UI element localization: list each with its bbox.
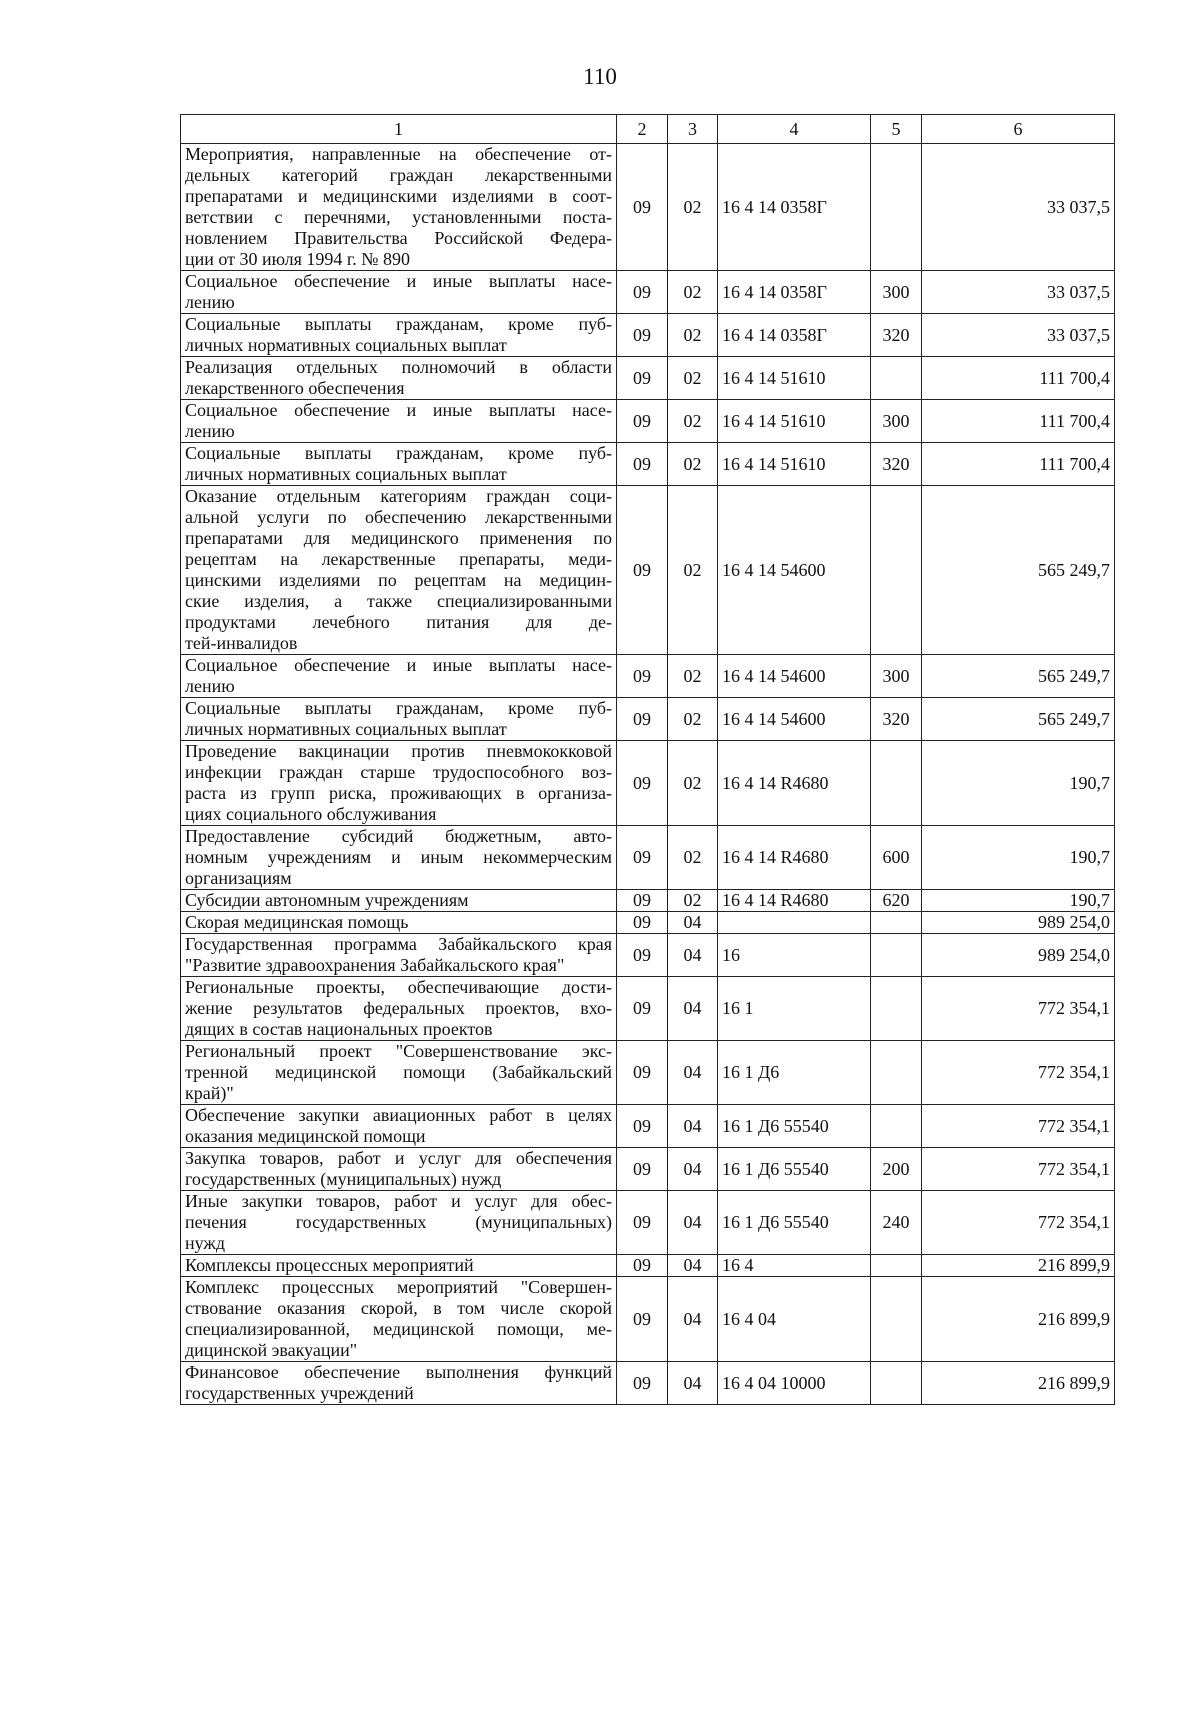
- target-article-cell: 16 4 14 0358Г: [718, 271, 871, 314]
- row-name-line: личных нормативных социальных выплат: [185, 335, 507, 355]
- amount-cell: 33 037,5: [922, 144, 1115, 271]
- expense-type-cell: 300: [871, 655, 922, 698]
- row-name-line: лению: [185, 292, 235, 312]
- table-row: [181, 443, 1115, 486]
- row-name-line: дящих в состав национальных проектов: [185, 1019, 493, 1039]
- row-name-cell: [181, 826, 617, 890]
- target-article-cell: 16 1: [718, 977, 871, 1041]
- header-row: [181, 115, 1115, 144]
- section-code-cell: 09: [617, 698, 668, 741]
- table-row: [181, 144, 1115, 271]
- row-name-line: Мероприятия, направленные на обеспечение от-: [185, 144, 612, 164]
- row-name-line: печения государственных (муниципальных): [185, 1212, 612, 1232]
- expense-type-cell: [871, 934, 922, 977]
- row-name-line: новлением Правительства Российской Федера-: [185, 228, 612, 248]
- section-code-cell: 09: [617, 400, 668, 443]
- amount-cell: 772 354,1: [922, 1191, 1115, 1255]
- amount-cell: 989 254,0: [922, 934, 1115, 977]
- row-name-cell: [181, 357, 617, 400]
- expense-type-cell: [871, 486, 922, 655]
- amount-cell: 190,7: [922, 890, 1115, 912]
- row-name-line: Скорая медицинская помощь: [185, 912, 409, 932]
- row-name-line: Предоставление субсидий бюджетным, авто-: [185, 826, 612, 846]
- amount-cell: 111 700,4: [922, 400, 1115, 443]
- row-name-line: организациям: [185, 868, 292, 888]
- row-name-cell: [181, 1191, 617, 1255]
- subsection-code-cell: 02: [668, 698, 718, 741]
- row-name-line: циях социального обслуживания: [185, 804, 437, 824]
- table-row: [181, 741, 1115, 826]
- row-name-line: продуктами лечебного питания для де-: [185, 612, 612, 632]
- table-row: [181, 357, 1115, 400]
- section-code-cell: 09: [617, 1148, 668, 1191]
- row-name-line: Иные закупки товаров, работ и услуг для обес-: [185, 1191, 612, 1211]
- amount-cell: 216 899,9: [922, 1255, 1115, 1277]
- page-number: 110: [583, 64, 617, 89]
- section-code-cell: 09: [617, 1105, 668, 1148]
- row-name-cell: [181, 1362, 617, 1405]
- subsection-code-cell: 02: [668, 486, 718, 655]
- table-row: [181, 271, 1115, 314]
- row-name-line: оказания медицинской помощи: [185, 1126, 426, 1146]
- target-article-cell: 16 4: [718, 1255, 871, 1277]
- amount-cell: 565 249,7: [922, 486, 1115, 655]
- row-name-line: инфекции граждан старше трудоспособного воз-: [185, 762, 612, 782]
- row-name-line: Реализация отдельных полномочий в области: [185, 357, 612, 377]
- row-name-line: ветствии с перечнями, установленными поста-: [185, 207, 612, 227]
- expense-type-cell: [871, 741, 922, 826]
- row-name-line: государственных (муниципальных) нужд: [185, 1169, 502, 1189]
- row-name-line: дицинской эвакуации": [185, 1340, 358, 1360]
- subsection-code-cell: 04: [668, 977, 718, 1041]
- row-name-cell: [181, 698, 617, 741]
- amount-cell: 190,7: [922, 741, 1115, 826]
- expense-type-cell: [871, 357, 922, 400]
- budget-table: [180, 114, 1115, 1405]
- row-name-line: тренной медицинской помощи (Забайкальский: [185, 1062, 612, 1082]
- table-row: [181, 1191, 1115, 1255]
- expense-type-cell: [871, 977, 922, 1041]
- header-cell: 3: [668, 115, 718, 144]
- row-name-line: личных нормативных социальных выплат: [185, 464, 507, 484]
- row-name-cell: [181, 400, 617, 443]
- subsection-code-cell: 02: [668, 890, 718, 912]
- subsection-code-cell: 04: [668, 1105, 718, 1148]
- target-article-cell: 16 4 14 R4680: [718, 826, 871, 890]
- header-cell: 5: [871, 115, 922, 144]
- target-article-cell: 16 1 Д6 55540: [718, 1191, 871, 1255]
- row-name-line: лению: [185, 676, 235, 696]
- row-name-line: ции от 30 июля 1994 г. № 890: [185, 249, 410, 269]
- subsection-code-cell: 04: [668, 1041, 718, 1105]
- table-row: [181, 314, 1115, 357]
- section-code-cell: 09: [617, 1277, 668, 1362]
- expense-type-cell: [871, 912, 922, 934]
- row-name-cell: [181, 443, 617, 486]
- section-code-cell: 09: [617, 1041, 668, 1105]
- subsection-code-cell: 04: [668, 1148, 718, 1191]
- header-cell: 6: [922, 115, 1115, 144]
- row-name-line: нужд: [185, 1233, 225, 1253]
- expense-type-cell: [871, 1041, 922, 1105]
- section-code-cell: 09: [617, 1255, 668, 1277]
- row-name-line: Субсидии автономным учреждениям: [185, 890, 469, 910]
- amount-cell: 565 249,7: [922, 655, 1115, 698]
- section-code-cell: 09: [617, 271, 668, 314]
- amount-cell: 111 700,4: [922, 443, 1115, 486]
- header-cell: 1: [181, 115, 617, 144]
- section-code-cell: 09: [617, 1362, 668, 1405]
- row-name-line: цинскими изделиями по рецептам на медицин-: [185, 570, 612, 590]
- expense-type-cell: [871, 1277, 922, 1362]
- expense-type-cell: [871, 1362, 922, 1405]
- section-code-cell: 09: [617, 977, 668, 1041]
- subsection-code-cell: 04: [668, 1362, 718, 1405]
- amount-cell: 772 354,1: [922, 977, 1115, 1041]
- row-name-line: личных нормативных социальных выплат: [185, 719, 507, 739]
- row-name-line: Комплексы процессных мероприятий: [185, 1255, 474, 1275]
- table-row: [181, 912, 1115, 934]
- row-name-cell: [181, 144, 617, 271]
- row-name-cell: [181, 1105, 617, 1148]
- table-row: [181, 486, 1115, 655]
- row-name-line: государственных учреждений: [185, 1383, 414, 1403]
- amount-cell: 772 354,1: [922, 1041, 1115, 1105]
- target-article-cell: 16 4 04: [718, 1277, 871, 1362]
- table-row: [181, 977, 1115, 1041]
- section-code-cell: 09: [617, 890, 668, 912]
- row-name-line: Проведение вакцинации против пневмококковой: [185, 741, 612, 761]
- amount-cell: 33 037,5: [922, 271, 1115, 314]
- table-row: [181, 400, 1115, 443]
- row-name-line: препаратами для медицинского применения по: [185, 528, 612, 548]
- row-name-line: Региональные проекты, обеспечивающие дости-: [185, 977, 612, 997]
- target-article-cell: 16 4 14 0358Г: [718, 144, 871, 271]
- row-name-cell: [181, 912, 617, 934]
- subsection-code-cell: 02: [668, 314, 718, 357]
- row-name-line: специализированной, медицинской помощи, ме-: [185, 1319, 612, 1339]
- expense-type-cell: 240: [871, 1191, 922, 1255]
- row-name-line: Социальные выплаты гражданам, кроме пуб-: [185, 698, 612, 718]
- subsection-code-cell: 02: [668, 655, 718, 698]
- subsection-code-cell: 04: [668, 912, 718, 934]
- target-article-cell: 16 4 14 R4680: [718, 890, 871, 912]
- row-name-line: Социальное обеспечение и иные выплаты насе-: [185, 271, 612, 291]
- row-name-cell: [181, 314, 617, 357]
- row-name-line: Закупка товаров, работ и услуг для обеспечения: [185, 1148, 612, 1168]
- expense-type-cell: [871, 144, 922, 271]
- row-name-cell: [181, 271, 617, 314]
- row-name-line: Социальные выплаты гражданам, кроме пуб-: [185, 443, 612, 463]
- amount-cell: 33 037,5: [922, 314, 1115, 357]
- table-row: [181, 890, 1115, 912]
- section-code-cell: 09: [617, 357, 668, 400]
- table-row: [181, 1362, 1115, 1405]
- amount-cell: 216 899,9: [922, 1277, 1115, 1362]
- target-article-cell: [718, 912, 871, 934]
- target-article-cell: 16 4 14 R4680: [718, 741, 871, 826]
- row-name-line: Социальное обеспечение и иные выплаты насе-: [185, 400, 612, 420]
- row-name-line: Социальное обеспечение и иные выплаты насе-: [185, 655, 612, 675]
- subsection-code-cell: 02: [668, 826, 718, 890]
- expense-type-cell: 320: [871, 443, 922, 486]
- amount-cell: 565 249,7: [922, 698, 1115, 741]
- target-article-cell: 16 4 14 54600: [718, 698, 871, 741]
- amount-cell: 111 700,4: [922, 357, 1115, 400]
- row-name-cell: [181, 934, 617, 977]
- expense-type-cell: 320: [871, 314, 922, 357]
- amount-cell: 190,7: [922, 826, 1115, 890]
- row-name-line: Комплекс процессных мероприятий "Совершен-: [185, 1277, 612, 1297]
- table-row: [181, 1041, 1115, 1105]
- expense-type-cell: [871, 1255, 922, 1277]
- section-code-cell: 09: [617, 912, 668, 934]
- subsection-code-cell: 02: [668, 741, 718, 826]
- row-name-cell: [181, 977, 617, 1041]
- section-code-cell: 09: [617, 1191, 668, 1255]
- row-name-line: Оказание отдельным категориям граждан соци-: [185, 486, 612, 506]
- table-row: [181, 655, 1115, 698]
- section-code-cell: 09: [617, 934, 668, 977]
- row-name-cell: [181, 1255, 617, 1277]
- table-row: [181, 826, 1115, 890]
- section-code-cell: 09: [617, 144, 668, 271]
- subsection-code-cell: 02: [668, 271, 718, 314]
- expense-type-cell: 600: [871, 826, 922, 890]
- amount-cell: 772 354,1: [922, 1105, 1115, 1148]
- row-name-cell: [181, 486, 617, 655]
- row-name-cell: [181, 1277, 617, 1362]
- row-name-line: раста из групп риска, проживающих в организа-: [185, 783, 612, 803]
- target-article-cell: 16 4 14 51610: [718, 400, 871, 443]
- target-article-cell: 16 1 Д6: [718, 1041, 871, 1105]
- target-article-cell: 16 4 14 54600: [718, 486, 871, 655]
- target-article-cell: 16 1 Д6 55540: [718, 1105, 871, 1148]
- row-name-line: ские изделия, а также специализированными: [185, 591, 612, 611]
- row-name-line: Социальные выплаты гражданам, кроме пуб-: [185, 314, 612, 334]
- row-name-line: лению: [185, 421, 235, 441]
- row-name-cell: [181, 890, 617, 912]
- row-name-line: альной услуги по обеспечению лекарственными: [185, 507, 612, 527]
- row-name-cell: [181, 741, 617, 826]
- row-name-line: препаратами и медицинскими изделиями в соот-: [185, 186, 612, 206]
- amount-cell: 772 354,1: [922, 1148, 1115, 1191]
- table-row: [181, 1277, 1115, 1362]
- row-name-cell: [181, 655, 617, 698]
- subsection-code-cell: 02: [668, 357, 718, 400]
- target-article-cell: 16 1 Д6 55540: [718, 1148, 871, 1191]
- expense-type-cell: 620: [871, 890, 922, 912]
- section-code-cell: 09: [617, 314, 668, 357]
- subsection-code-cell: 04: [668, 1277, 718, 1362]
- expense-type-cell: 300: [871, 271, 922, 314]
- subsection-code-cell: 02: [668, 443, 718, 486]
- row-name-line: рецептам на лекарственные препараты, меди-: [185, 549, 612, 569]
- table-row: [181, 1148, 1115, 1191]
- row-name-line: ствование оказания скорой, в том числе скорой: [185, 1298, 612, 1318]
- row-name-line: жение результатов федеральных проектов, вхо-: [185, 998, 612, 1018]
- header-cell: 2: [617, 115, 668, 144]
- section-code-cell: 09: [617, 655, 668, 698]
- row-name-line: Государственная программа Забайкальского края: [185, 934, 612, 954]
- row-name-line: Финансовое обеспечение выполнения функций: [185, 1362, 612, 1382]
- row-name-line: номным учреждениям и иным некоммерческим: [185, 847, 612, 867]
- section-code-cell: 09: [617, 486, 668, 655]
- expense-type-cell: 200: [871, 1148, 922, 1191]
- section-code-cell: 09: [617, 826, 668, 890]
- expense-type-cell: 300: [871, 400, 922, 443]
- target-article-cell: 16: [718, 934, 871, 977]
- subsection-code-cell: 04: [668, 1191, 718, 1255]
- section-code-cell: 09: [617, 741, 668, 826]
- table-row: [181, 934, 1115, 977]
- expense-type-cell: [871, 1105, 922, 1148]
- table-row: [181, 698, 1115, 741]
- header-cell: 4: [718, 115, 871, 144]
- row-name-line: "Развитие здравоохранения Забайкальского края": [185, 955, 565, 975]
- subsection-code-cell: 02: [668, 400, 718, 443]
- subsection-code-cell: 04: [668, 1255, 718, 1277]
- row-name-line: край)": [185, 1083, 234, 1103]
- table-row: [181, 1255, 1115, 1277]
- table-row: [181, 1105, 1115, 1148]
- target-article-cell: 16 4 04 10000: [718, 1362, 871, 1405]
- row-name-line: лекарственного обеспечения: [185, 378, 405, 398]
- amount-cell: 989 254,0: [922, 912, 1115, 934]
- target-article-cell: 16 4 14 51610: [718, 357, 871, 400]
- subsection-code-cell: 02: [668, 144, 718, 271]
- target-article-cell: 16 4 14 51610: [718, 443, 871, 486]
- row-name-cell: [181, 1148, 617, 1191]
- target-article-cell: 16 4 14 0358Г: [718, 314, 871, 357]
- section-code-cell: 09: [617, 443, 668, 486]
- subsection-code-cell: 04: [668, 934, 718, 977]
- expense-type-cell: 320: [871, 698, 922, 741]
- row-name-cell: [181, 1041, 617, 1105]
- target-article-cell: 16 4 14 54600: [718, 655, 871, 698]
- row-name-line: тей-инвалидов: [185, 633, 298, 653]
- row-name-line: Региональный проект "Совершенствование экс-: [185, 1041, 612, 1061]
- row-name-line: дельных категорий граждан лекарственными: [185, 165, 612, 185]
- row-name-line: Обеспечение закупки авиационных работ в целях: [185, 1105, 612, 1125]
- amount-cell: 216 899,9: [922, 1362, 1115, 1405]
